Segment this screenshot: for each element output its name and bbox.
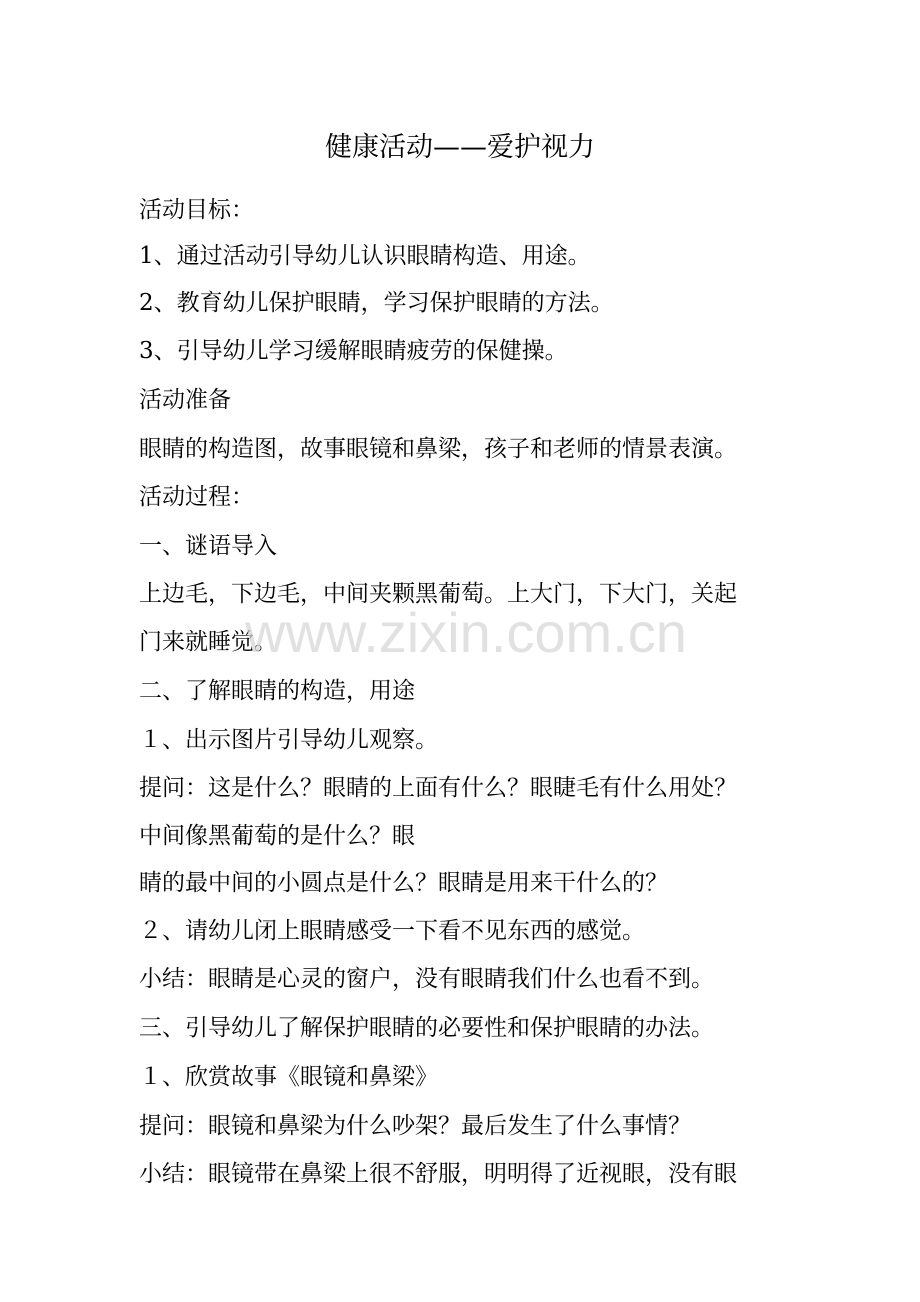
- section-heading-preparation: 活动准备: [139, 387, 231, 413]
- substep-show-picture: １、出示图片引导幼儿观察。: [139, 727, 438, 753]
- watermark-text: www.zixin.com.cn: [245, 601, 687, 664]
- question-text-line-2: 中间像黑葡萄的是什么？眼: [139, 823, 415, 849]
- summary-text-1: 小结：眼睛是心灵的窗户，没有眼睛我们什么也看不到。: [139, 966, 714, 992]
- summary-text-2: 小结：眼镜带在鼻梁上很不舒服，明明得了近视眼，没有眼: [139, 1161, 737, 1187]
- question-text-line-3: 睛的最中间的小圆点是什么？眼睛是用来干什么的？: [139, 870, 668, 896]
- document-title: 健康活动——爱护视力: [325, 132, 595, 163]
- substep-close-eyes: ２、请幼儿闭上眼睛感受一下看不见东西的感觉。: [139, 918, 645, 944]
- question-text-line-1: 提问：这是什么？眼睛的上面有什么？眼睫毛有什么用处？: [139, 775, 737, 801]
- goal-item-1: 1、通过活动引导幼儿认识眼睛构造、用途。: [139, 243, 591, 269]
- substep-story: １、欣赏故事《眼镜和鼻梁》: [139, 1064, 438, 1090]
- goal-item-3: 3、引导幼儿学习缓解眼睛疲劳的保健操。: [139, 338, 568, 364]
- step-heading-riddle: 一、谜语导入: [139, 533, 277, 559]
- step-heading-eye-structure: 二、了解眼睛的构造，用途: [139, 678, 415, 704]
- step-heading-protect-eyes: 三、引导幼儿了解保护眼睛的必要性和保护眼睛的办法。: [139, 1015, 714, 1041]
- riddle-text-line-1: 上边毛，下边毛，中间夹颗黑葡萄。上大门，下大门，关起: [139, 581, 737, 607]
- riddle-text-line-2: 门来就睡觉。: [139, 629, 277, 655]
- section-heading-process: 活动过程：: [139, 484, 254, 510]
- question-text-story: 提问：眼镜和鼻梁为什么吵架？最后发生了什么事情？: [139, 1113, 691, 1139]
- goal-item-2: 2、教育幼儿保护眼睛，学习保护眼睛的方法。: [139, 290, 614, 316]
- preparation-text: 眼睛的构造图，故事眼镜和鼻梁，孩子和老师的情景表演。: [139, 436, 737, 462]
- section-heading-goals: 活动目标：: [139, 197, 254, 223]
